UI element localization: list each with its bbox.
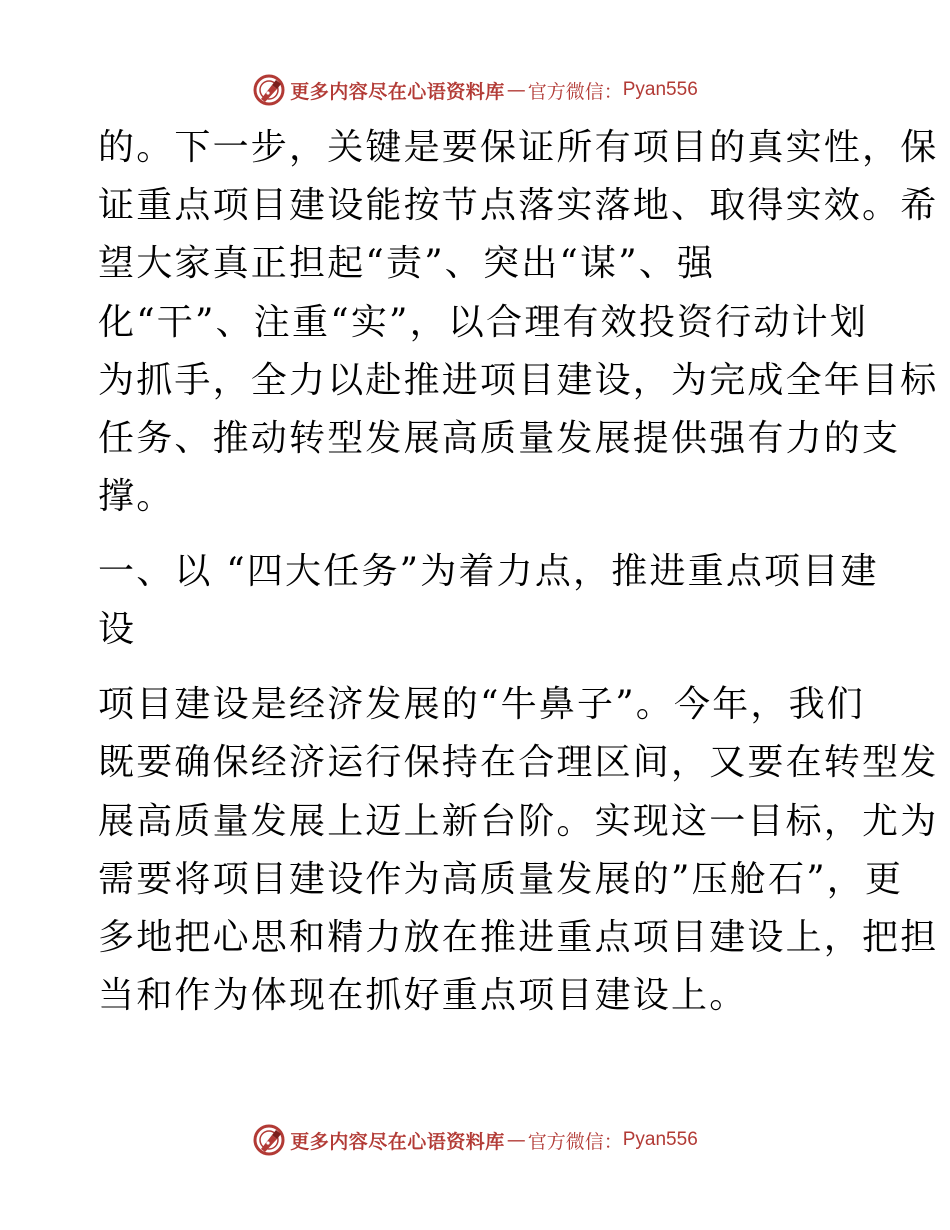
paragraph-line: 当和作为体现在抓好重点项目建设上。 — [98, 975, 748, 1016]
watermark-wechat-label: 官方微信： — [527, 80, 623, 103]
watermark-separator: — — [506, 1129, 526, 1151]
paragraph-line: 证重点项目建设能按节点落实落地、取得实效。希 — [98, 185, 939, 226]
watermark-separator: — — [506, 79, 526, 101]
section-heading-line: 一、以 “四大任务”为着力点，推进重点项目建 — [98, 551, 879, 592]
paragraph-line: 多地把心思和精力放在推进重点项目建设上，把担 — [98, 917, 939, 958]
paragraph-line: 的。下一步，关键是要保证所有项目的真实性，保 — [98, 127, 939, 168]
paragraph-line: 为抓手，全力以赴推进项目建设，为完成全年目标 — [98, 360, 939, 401]
footer-watermark — [0, 1120, 950, 1160]
paragraph-line: 既要确保经济运行保持在合理区间，又要在转型发 — [98, 742, 939, 783]
header-watermark — [0, 70, 950, 110]
paragraph-line: 需要将项目建设作为高质量发展的”压舱石”，更 — [98, 859, 904, 900]
watermark-wechat-id: Pyan556 — [622, 79, 698, 100]
watermark-site-text: 更多内容尽在心语资料库 — [290, 80, 505, 103]
paragraph-line: 展高质量发展上迈上新台阶。实现这一目标，尤为 — [98, 801, 939, 842]
watermark-wechat-id: Pyan556 — [622, 1129, 698, 1150]
paragraph-line: 任务、推动转型发展高质量发展提供强有力的支 — [98, 418, 901, 459]
paragraph-line: 撑。 — [98, 476, 175, 517]
paragraph-line: 项目建设是经济发展的“牛鼻子”。今年，我们 — [98, 684, 866, 725]
pen-nib-logo-icon — [252, 73, 286, 107]
paragraph-line: 望大家真正担起“责”、突出“谋”、强 — [98, 243, 716, 284]
watermark-site-text: 更多内容尽在心语资料库 — [290, 1130, 505, 1153]
watermark-wechat-label: 官方微信： — [527, 1130, 623, 1153]
section-heading-line: 设 — [98, 609, 137, 650]
paragraph-line: 化“干”、注重“实”，以合理有效投资行动计划 — [98, 302, 869, 343]
pen-nib-logo-icon — [252, 1123, 286, 1157]
